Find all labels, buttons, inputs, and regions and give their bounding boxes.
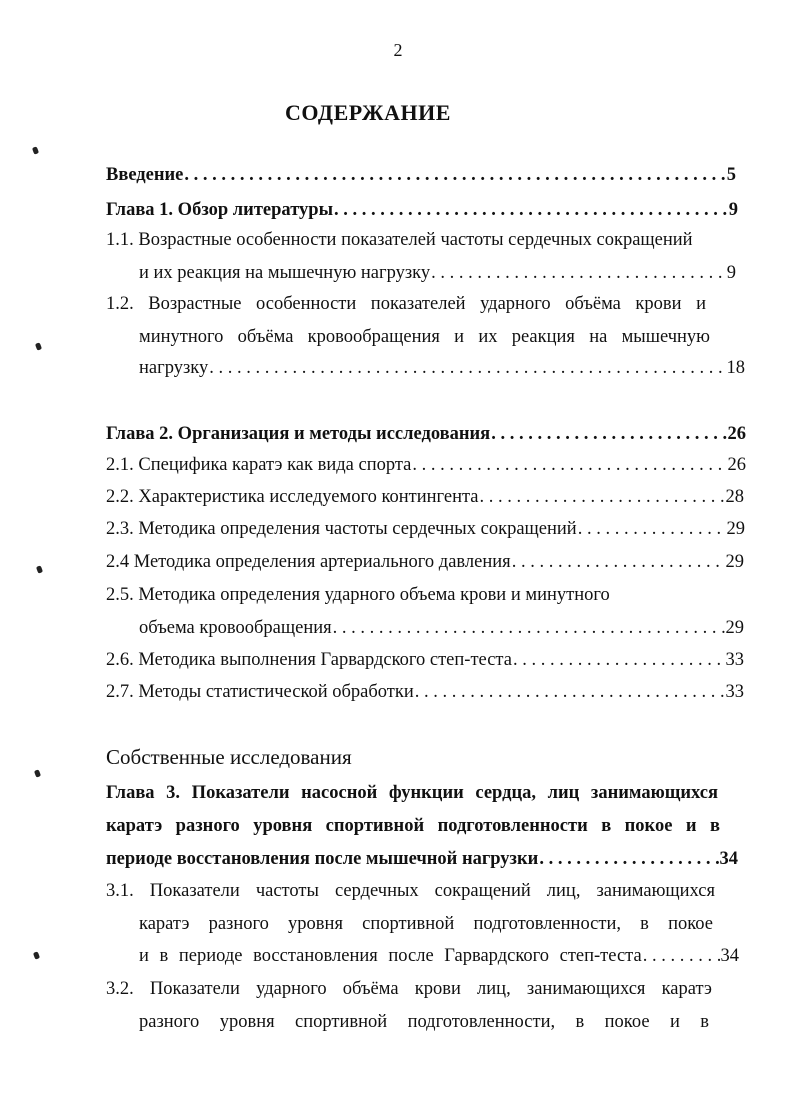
toc-page-number: 29 bbox=[725, 618, 744, 638]
toc-entry-text: периоде восстановления после мышечной нагрузки bbox=[106, 849, 539, 869]
toc-entry-intro bbox=[106, 165, 736, 186]
toc-entry-1-2-line-2: минутного объёма кровообращения и их реакция на мышечную bbox=[139, 327, 710, 347]
toc-entry-chapter-3-line-2: каратэ разного уровня спортивной подготовленности в покое и в bbox=[106, 816, 720, 836]
toc-page-number: 5 bbox=[726, 165, 736, 185]
dot-leader bbox=[209, 358, 725, 379]
toc-page-number: 33 bbox=[725, 682, 744, 702]
scan-speck bbox=[34, 769, 41, 777]
toc-entry-text: нагрузку bbox=[139, 358, 209, 378]
toc-entry-2-7 bbox=[106, 682, 744, 703]
toc-entry-2-4 bbox=[106, 552, 744, 573]
toc-entry-3-2-line-2: разного уровня спортивной подготовленности, в покое и в bbox=[139, 1012, 709, 1032]
scan-speck bbox=[36, 565, 43, 573]
toc-page-number: 28 bbox=[725, 487, 744, 507]
toc-page-number: 9 bbox=[728, 200, 738, 220]
dot-leader bbox=[643, 946, 720, 967]
toc-page-number: 26 bbox=[727, 424, 746, 444]
toc-page-number: 18 bbox=[726, 358, 745, 378]
dot-leader bbox=[415, 682, 725, 703]
toc-entry-text: 2.2. Характеристика исследуемого контингента bbox=[106, 487, 479, 507]
scan-speck bbox=[32, 146, 39, 154]
toc-page-number: 33 bbox=[725, 650, 744, 670]
toc-entry-chapter-3 bbox=[106, 849, 738, 870]
toc-entry-1-1 bbox=[139, 263, 736, 284]
toc-entry-text: 2.7. Методы статистической обработки bbox=[106, 682, 414, 702]
toc-page-number: 9 bbox=[726, 263, 736, 283]
toc-page-number: 34 bbox=[720, 946, 739, 966]
toc-entry-2-6 bbox=[106, 650, 744, 671]
toc-entry-3-1-line-1: 3.1. Показатели частоты сердечных сокращений лиц, занимающихся bbox=[106, 881, 715, 901]
toc-entry-text: 2.6. Методика выполнения Гарвардского степ-теста bbox=[106, 650, 512, 670]
toc-entry-text: Введение bbox=[106, 165, 184, 185]
toc-entry-2-5-line-1: 2.5. Методика определения ударного объема крови и минутного bbox=[106, 585, 610, 605]
toc-entry-text: 2.4 Методика определения артериального давления bbox=[106, 552, 511, 572]
dot-leader bbox=[333, 618, 725, 639]
toc-entry-text: Глава 2. Организация и методы исследования bbox=[106, 424, 491, 444]
toc-entry-3-1 bbox=[139, 946, 739, 967]
dot-leader bbox=[480, 487, 725, 508]
toc-entry-text: Глава 1. Обзор литературы bbox=[106, 200, 334, 220]
toc-entry-2-5 bbox=[139, 618, 744, 639]
toc-entry-text: и в периоде восстановления после Гарвардского степ-теста bbox=[139, 946, 642, 966]
page-number: 2 bbox=[393, 40, 403, 60]
toc-entry-2-1 bbox=[106, 455, 746, 476]
toc-page-number: 26 bbox=[727, 455, 746, 475]
toc-entry-3-1-line-2: каратэ разного уровня спортивной подготовленности, в покое bbox=[139, 914, 713, 934]
toc-entry-text: 2.3. Методика определения частоты сердечных сокращений bbox=[106, 519, 577, 539]
toc-entry-text: и их реакция на мышечную нагрузку bbox=[139, 263, 431, 283]
toc-entry-chapter-1 bbox=[106, 200, 738, 221]
toc-entry-chapter-3-line-1: Глава 3. Показатели насосной функции сердца, лиц занимающихся bbox=[106, 783, 718, 803]
toc-page-number: 34 bbox=[719, 849, 738, 869]
toc-entry-text: объема кровообращения bbox=[139, 618, 332, 638]
dot-leader bbox=[512, 552, 725, 573]
dot-leader bbox=[578, 519, 726, 540]
toc-entry-chapter-2 bbox=[106, 424, 746, 445]
dot-leader bbox=[539, 849, 718, 870]
page-title: СОДЕРЖАНИЕ bbox=[285, 100, 451, 125]
scan-speck bbox=[33, 951, 40, 959]
toc-entry-1-2-line-1: 1.2. Возрастные особенности показателей ударного объёма крови и bbox=[106, 294, 706, 314]
toc-entry-1-1-line-1: 1.1. Возрастные особенности показателей частоты сердечных сокращений bbox=[106, 230, 693, 250]
dot-leader bbox=[431, 263, 726, 284]
dot-leader bbox=[184, 165, 725, 186]
toc-entry-1-2 bbox=[139, 358, 745, 379]
dot-leader bbox=[513, 650, 725, 671]
toc-entry-2-3 bbox=[106, 519, 745, 540]
toc-entry-3-2-line-1: 3.2. Показатели ударного объёма крови лиц, занимающихся каратэ bbox=[106, 979, 712, 999]
toc-page-number: 29 bbox=[725, 552, 744, 572]
dot-leader bbox=[491, 424, 726, 445]
section-heading: Собственные исследования bbox=[106, 745, 352, 769]
dot-leader bbox=[412, 455, 726, 476]
dot-leader bbox=[334, 200, 728, 221]
toc-page-number: 29 bbox=[726, 519, 745, 539]
toc-entry-2-2 bbox=[106, 487, 744, 508]
toc-entry-text: 2.1. Специфика каратэ как вида спорта bbox=[106, 455, 412, 475]
scan-speck bbox=[35, 342, 42, 350]
